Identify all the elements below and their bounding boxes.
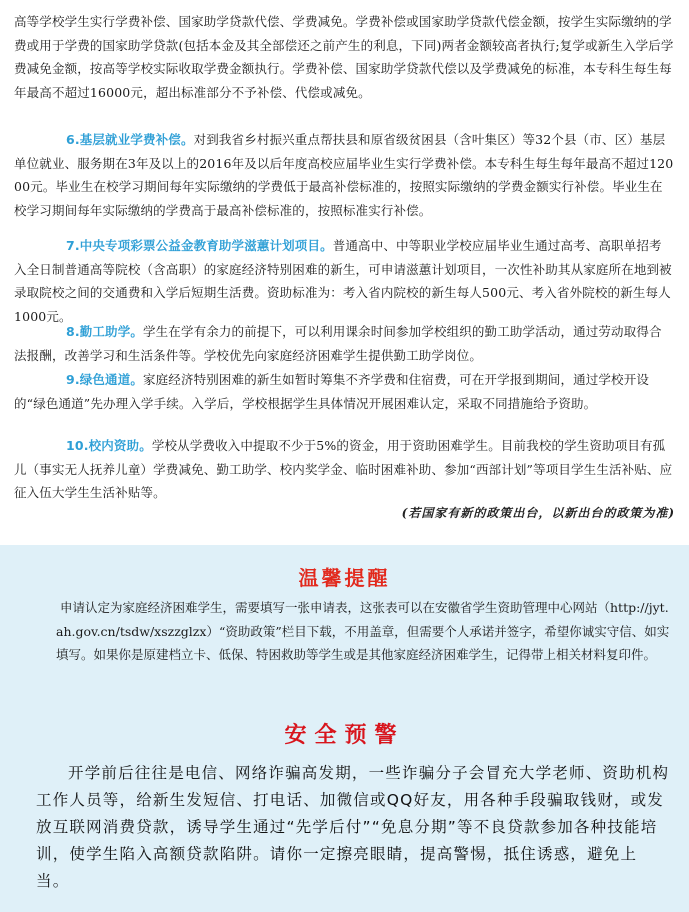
- policy-item-6-text: 对到我省乡村振兴重点帮扶县和原省级贫困县（含叶集区）等32个县（市、区）基层单位就业、服务期在3年及以上的2016年及以后年度高校应届毕业生实行学费补偿。本专科生每生每年最高不超过12000元。毕业生在校学习期间每年实际缴纳的学费低于最高补偿标准的，按照实际缴纳的学费金额实行补偿。毕业生在校学习期间每年实际缴纳的学费高于最高补偿标准的，按照标准实行补偿。: [14, 132, 674, 218]
- policy-item-6: [14, 128, 674, 222]
- policy-item-7-text: 普通高中、中等职业学校应届毕业生通过高考、高职单招考入全日制普通高等院校（含高职）的家庭经济特别困难的新生，可申请滋蕙计划项目，一次性补助其从家庭所在地到被录取院校之间的交通费和入学后短期生活费。资助标准为：考入省内院校的新生每人500元、考入省外院校的新生每人1000元。: [14, 238, 672, 324]
- policy-note: (若国家有新的政策出台，以新出台的政策为准): [401, 506, 675, 520]
- policy-item-8-text: 学生在学有余力的前提下，可以利用课余时间参加学校组织的勤工助学活动，通过劳动取得合法报酬，改善学习和生活条件等。学校优先向家庭经济困难学生提供勤工助学岗位。: [14, 324, 662, 363]
- policy-item-7: [14, 234, 674, 328]
- warning-body: 开学前后往往是电信、网络诈骗高发期，一些诈骗分子会冒充大学老师、资助机构工作人员等，给新生发短信、打电话、加微信或QQ好友，用各种手段骗取钱财，或发放互联网消费贷款，诱导学生通过“先学后付”“免息分期”等不良贷款参加各种技能培训，使学生陷入高额贷款陷阱。请你一定擦亮眼睛，提高警惕，抵住诱惑，避免上当。: [36, 764, 670, 890]
- policy-item-9-text: 家庭经济特别困难的新生如暂时筹集不齐学费和住宿费，可在开学报到期间，通过学校开设的“绿色通道”先办理入学手续。入学后，学校根据学生具体情况开展困难认定，采取不同措施给予资助。: [14, 372, 650, 411]
- policy-item-6-heading: 6.基层就业学费补偿。: [66, 132, 194, 147]
- policy-item-10-heading: 10.校内资助。: [66, 438, 152, 453]
- policy-item-8-heading: 8.勤工助学。: [66, 324, 143, 339]
- policy-item-9: [14, 368, 674, 415]
- policy-item-10-text: 学校从学费收入中提取不少于5%的资金，用于资助困难学生。目前我校的学生资助项目有孤儿（事实无人抚养儿童）学费减免、勤工助学、校内奖学金、临时困难补助、参加“西部计划”等项目学生生活补贴、应征入伍大学生生活补贴等。: [14, 438, 673, 500]
- tip-body: 申请认定为家庭经济困难学生，需要填写一张申请表，这张表可以在安徽省学生资助管理中心网站（http://jyt.ah.gov.cn/tsdw/xszzglzx）“资助政策”栏目下载，不用盖章，但需要个人承诺并签字，希望你诚实守信、如实填写。如果你是原建档立卡、低保、特困救助等学生或是其他家庭经济困难学生，记得带上相关材料复印件。: [56, 600, 670, 662]
- policy-item-10: [14, 434, 674, 505]
- policy-item-7-heading: 7.中央专项彩票公益金教育助学滋蕙计划项目。: [66, 238, 333, 253]
- warning-title: 安全预警: [284, 723, 405, 748]
- policy-continuation-paragraph: 高等学校学生实行学费补偿、国家助学贷款代偿、学费减免。学费补偿或国家助学贷款代偿金额，按学生实际缴纳的学费或用于学费的国家助学贷款(包括本金及其全部偿还之前产生的利息，下同)两者金额较高者执行;复学或新生入学后学费减免金额，按高等学校实际收取学费金额执行。学费补偿、国家助学贷款代偿以及学费减免的标准，本专科生每生每年最高不超过16000元，超出标准部分不予补偿、代偿或减免。: [14, 14, 674, 100]
- policy-item-9-heading: 9.绿色通道。: [66, 372, 143, 387]
- tip-title: 温馨提醒: [298, 566, 391, 590]
- policy-item-8: [14, 320, 674, 367]
